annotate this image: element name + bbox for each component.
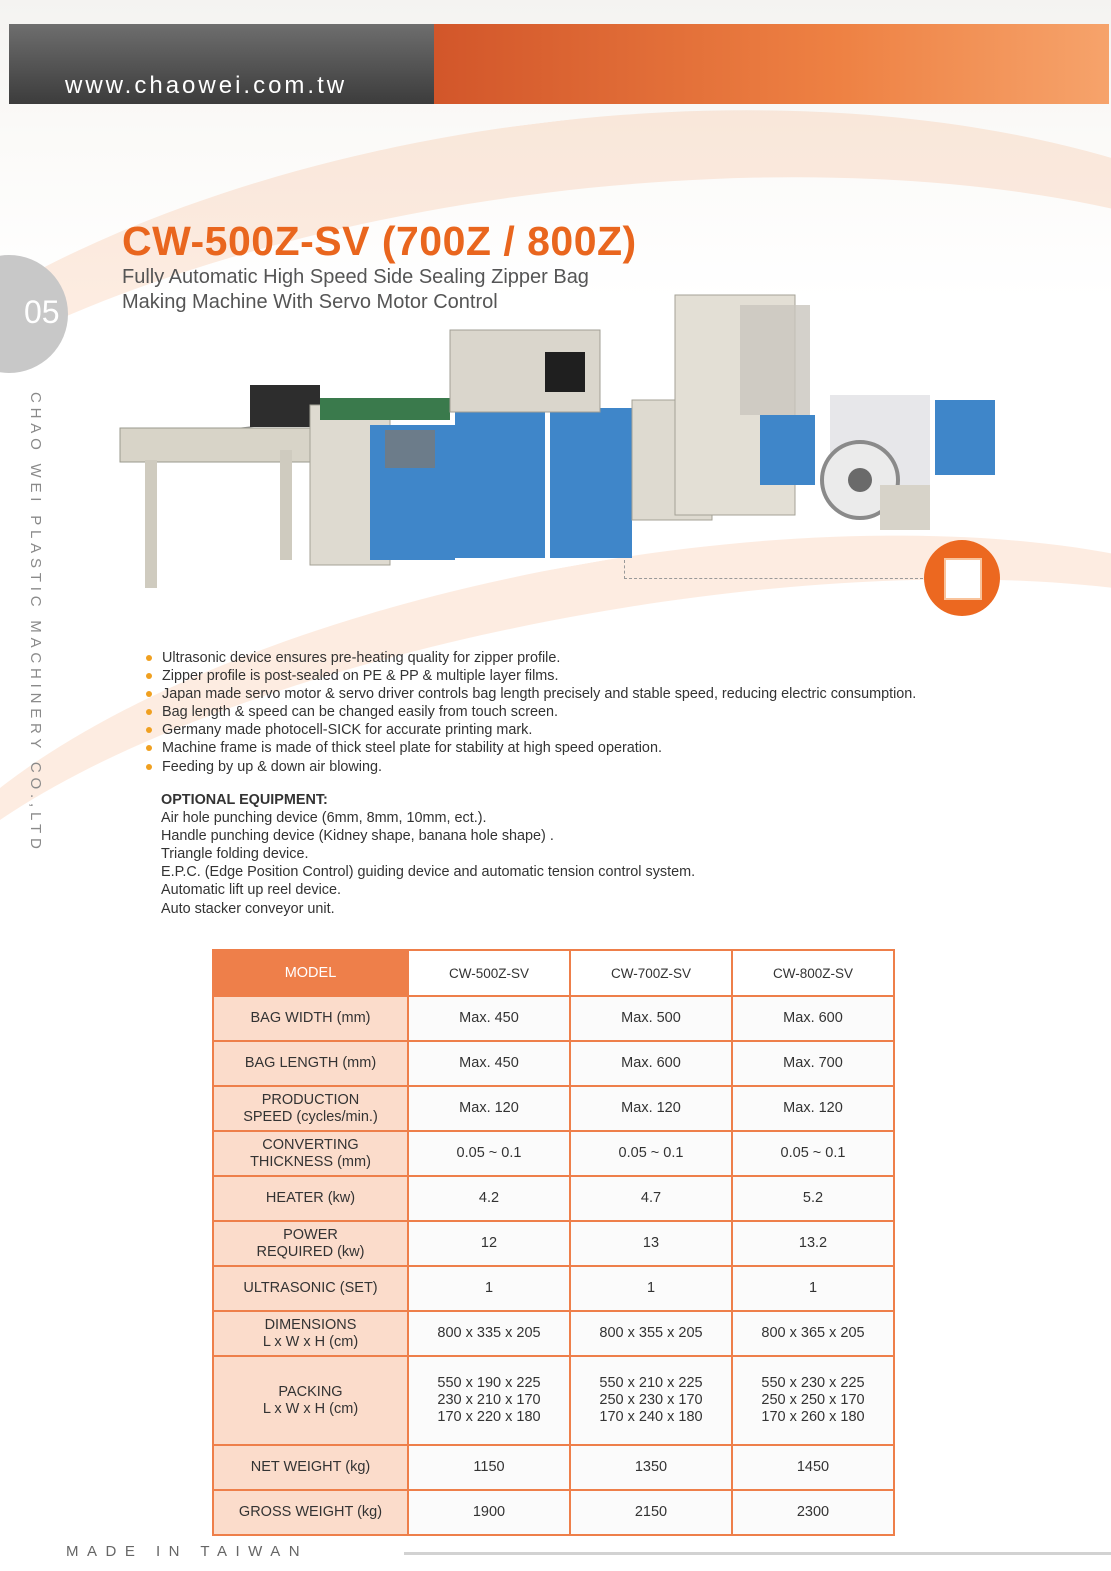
optional-item: Automatic lift up reel device.: [161, 882, 341, 899]
value-line: 0.05 ~ 0.1: [618, 1145, 684, 1161]
table-row: [213, 1041, 894, 1086]
table-row: [213, 1311, 894, 1356]
value-line: 1: [646, 1280, 656, 1296]
cell-value: [408, 1131, 570, 1176]
feature-item: Zipper profile is post-sealed on PE & PP & multiple layer films.: [146, 667, 916, 685]
value-line: 0.05 ~ 0.1: [780, 1145, 846, 1161]
optional-title: OPTIONAL EQUIPMENT:: [161, 792, 328, 808]
subtitle-line: Fully Automatic High Speed Side Sealing Zipper Bag: [122, 266, 589, 288]
cell-value: [570, 996, 732, 1041]
label-line: PACKING: [278, 1383, 343, 1400]
footer-made-in: MADE IN TAIWAN: [66, 1543, 309, 1560]
feature-item: Machine frame is made of thick steel plate for stability at high speed operation.: [146, 739, 916, 757]
cell-value: [408, 1490, 570, 1535]
label-line: THICKNESS (mm): [250, 1153, 371, 1170]
cell-value: [570, 1445, 732, 1490]
zipper-bag-icon: [924, 540, 1000, 616]
value-line: 1: [808, 1280, 818, 1296]
optional-item: E.P.C. (Edge Position Control) guiding device and automatic tension control system.: [161, 864, 696, 881]
specification-table: [212, 949, 895, 1536]
cell-value: [570, 1086, 732, 1131]
label-line: PRODUCTION: [261, 1091, 360, 1108]
value-line: 170 x 240 x 180: [599, 1409, 703, 1425]
value-line: Max. 700: [783, 1055, 843, 1071]
value-line: Max. 600: [621, 1055, 681, 1071]
value-line: 250 x 230 x 170: [599, 1392, 703, 1408]
cell-value: [732, 1311, 894, 1356]
cell-value: [732, 1266, 894, 1311]
cell-value: [570, 1311, 732, 1356]
blue-panel: [760, 415, 815, 485]
row-label: [213, 1311, 408, 1356]
row-label: [213, 1445, 408, 1490]
control-box: [545, 352, 585, 392]
value-line: 170 x 260 x 180: [761, 1409, 865, 1425]
value-line: 0.05 ~ 0.1: [456, 1145, 522, 1161]
product-title: CW-500Z-SV (700Z / 800Z): [122, 218, 637, 264]
cell-value: [570, 1041, 732, 1086]
blue-panel: [550, 408, 632, 558]
label-line: SPEED (cycles/min.): [243, 1108, 378, 1125]
value-line: 800 x 355 x 205: [599, 1325, 703, 1341]
feature-list: [146, 649, 916, 776]
cell-value: [408, 1445, 570, 1490]
table-row: [213, 1176, 894, 1221]
value-line: 13: [642, 1235, 660, 1251]
table-row: [213, 1221, 894, 1266]
value-line: 550 x 210 x 225: [599, 1375, 703, 1391]
value-line: 4.7: [640, 1190, 662, 1206]
label-line: DIMENSIONS: [264, 1316, 357, 1333]
footer-rule: [404, 1552, 1111, 1555]
callout-line: [624, 560, 923, 579]
cell-value: [732, 1490, 894, 1535]
cell-value: [408, 1356, 570, 1445]
website-url: www.chaowei.com.tw: [65, 72, 348, 99]
value-line: Max. 450: [459, 1010, 519, 1026]
value-line: 800 x 335 x 205: [437, 1325, 541, 1341]
cell-value: [732, 1176, 894, 1221]
value-line: 250 x 250 x 170: [761, 1392, 865, 1408]
model-name: CW-500Z-SV: [408, 950, 570, 996]
value-line: 13.2: [798, 1235, 828, 1251]
table-row: [213, 1445, 894, 1490]
value-line: 1350: [634, 1459, 668, 1475]
label-line: BAG LENGTH (mm): [244, 1055, 377, 1071]
row-label: [213, 1131, 408, 1176]
value-line: 1450: [796, 1459, 830, 1475]
label-line: L x W x H (cm): [262, 1400, 359, 1417]
optional-item: Handle punching device (Kidney shape, banana hole shape) .: [161, 828, 554, 845]
label-line: BAG WIDTH (mm): [250, 1010, 371, 1026]
value-line: 1150: [473, 1459, 505, 1475]
value-line: Max. 120: [783, 1100, 843, 1116]
green-conveyor: [320, 398, 450, 420]
optional-item: Air hole punching device (6mm, 8mm, 10mm, ect.).: [161, 810, 487, 827]
cell-value: [732, 1445, 894, 1490]
feature-item: Bag length & speed can be changed easily from touch screen.: [146, 703, 916, 721]
label-line: ULTRASONIC (SET): [243, 1280, 378, 1296]
row-label: [213, 1221, 408, 1266]
value-line: 4.2: [478, 1190, 500, 1206]
cell-value: [570, 1490, 732, 1535]
value-line: 1900: [472, 1504, 506, 1520]
value-line: 1: [484, 1280, 494, 1296]
company-name-vertical: CHAO WEI PLASTIC MACHINERY CO.,LTD: [27, 392, 44, 854]
value-line: 800 x 365 x 205: [761, 1325, 865, 1341]
label-line: POWER: [283, 1226, 338, 1243]
page-header: [9, 24, 1109, 104]
value-line: 12: [480, 1235, 498, 1251]
cell-value: [732, 996, 894, 1041]
cell-value: [408, 1221, 570, 1266]
row-label: [213, 1086, 408, 1131]
value-line: 2150: [634, 1504, 668, 1520]
value-line: 550 x 230 x 225: [761, 1375, 865, 1391]
model-name: CW-800Z-SV: [732, 950, 894, 996]
feature-item: Feeding by up & down air blowing.: [146, 758, 916, 776]
header-orange-band: [434, 24, 1109, 104]
blue-panel: [455, 408, 545, 558]
value-line: 170 x 220 x 180: [437, 1409, 541, 1425]
value-line: 2300: [796, 1504, 830, 1520]
table-row: [213, 1086, 894, 1131]
cell-value: [408, 1266, 570, 1311]
cell-value: [570, 1221, 732, 1266]
label-line: GROSS WEIGHT (kg): [238, 1504, 383, 1520]
cell-value: [732, 1221, 894, 1266]
label-line: NET WEIGHT (kg): [250, 1459, 371, 1475]
value-line: Max. 600: [783, 1010, 843, 1026]
table-row: [213, 1266, 894, 1311]
cell-value: [570, 1356, 732, 1445]
cell-value: [732, 1041, 894, 1086]
model-name: CW-700Z-SV: [570, 950, 732, 996]
cell-value: [732, 1356, 894, 1445]
cell-value: [732, 1086, 894, 1131]
row-label: [213, 996, 408, 1041]
value-line: 5.2: [802, 1190, 824, 1206]
row-label: [213, 1041, 408, 1086]
label-line: HEATER (kw): [265, 1190, 356, 1206]
value-line: Max. 500: [621, 1010, 681, 1026]
page-number: 05: [24, 294, 60, 330]
value-line: Max. 120: [621, 1100, 681, 1116]
optional-item: Auto stacker conveyor unit.: [161, 900, 335, 917]
table-row: [213, 996, 894, 1041]
cell-value: [408, 1311, 570, 1356]
cell-value: [408, 996, 570, 1041]
blue-panel: [935, 400, 995, 475]
feature-item: Japan made servo motor & servo driver controls bag length precisely and stable speed, reducing electric consumption.: [146, 685, 916, 703]
feature-item: Ultrasonic device ensures pre-heating quality for zipper profile.: [146, 649, 916, 667]
model-header: MODEL: [213, 950, 408, 996]
subtitle-line: Making Machine With Servo Motor Control: [122, 291, 498, 313]
value-line: 550 x 190 x 225: [437, 1375, 541, 1391]
row-label: [213, 1176, 408, 1221]
optional-item: Triangle folding device.: [161, 846, 309, 863]
label-line: L x W x H (cm): [262, 1333, 359, 1350]
cell-value: [570, 1176, 732, 1221]
cell-value: [570, 1266, 732, 1311]
cell-value: [570, 1131, 732, 1176]
value-line: 230 x 210 x 170: [437, 1392, 541, 1408]
cell-value: [732, 1131, 894, 1176]
feature-item: Germany made photocell-SICK for accurate printing mark.: [146, 721, 916, 739]
cell-value: [408, 1176, 570, 1221]
row-label: [213, 1490, 408, 1535]
label-line: CONVERTING: [262, 1136, 359, 1153]
table-row: [213, 1490, 894, 1535]
cell-value: [408, 1041, 570, 1086]
optional-equipment: [161, 791, 695, 918]
row-label: [213, 1266, 408, 1311]
value-line: Max. 120: [459, 1100, 519, 1116]
label-line: REQUIRED (kw): [256, 1243, 365, 1260]
table-row: [213, 1131, 894, 1176]
table-header-row: [213, 950, 894, 996]
cell-value: [408, 1086, 570, 1131]
table-row: [213, 1356, 894, 1445]
row-label: [213, 1356, 408, 1445]
value-line: Max. 450: [459, 1055, 519, 1071]
